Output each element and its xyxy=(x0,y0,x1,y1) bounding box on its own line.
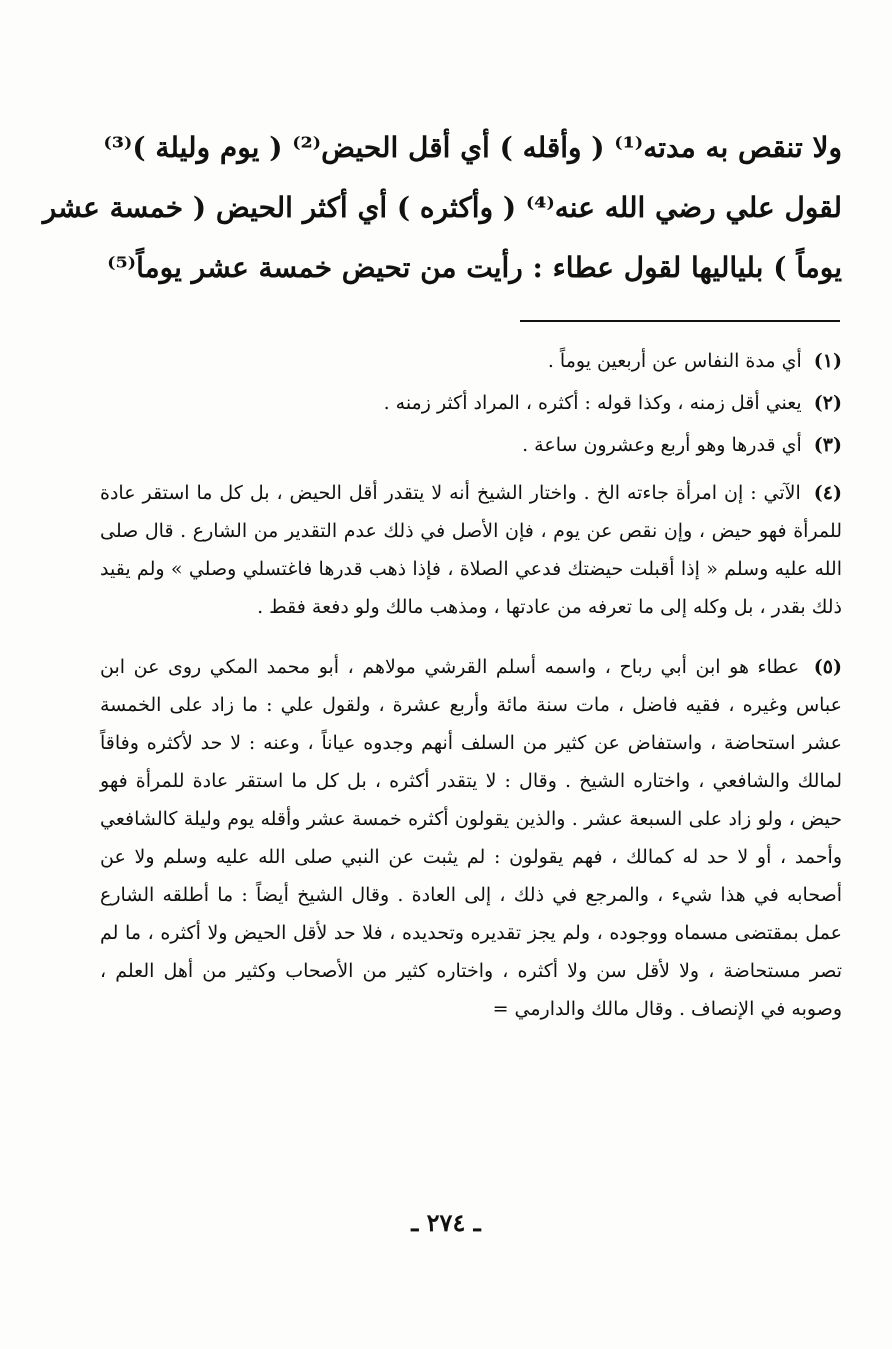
footnote-number: (١) xyxy=(813,350,842,372)
page-number: ـ ٢٧٤ ـ xyxy=(411,1208,481,1237)
main-text-block xyxy=(42,118,842,298)
main-text-line-1: ولا تنقص به مدته⁽¹⁾ ( وأقله ) أي أقل الحيض⁽²⁾ ( يوم وليلة )⁽³⁾ xyxy=(103,131,842,164)
main-text-line-2: لقول علي رضي الله عنه⁽⁴⁾ ( وأكثره ) أي أكثر الحيض ( خمسة عشر xyxy=(42,191,842,224)
footnote-1 xyxy=(100,342,842,380)
footnote-4 xyxy=(100,474,842,626)
footnote-3 xyxy=(100,426,842,464)
footnote-text: أي قدرها وهو أربع وعشرون ساعة . xyxy=(522,434,802,456)
footnote-text: يعني أقل زمنه ، وكذا قوله : أكثره ، المراد أكثر زمنه . xyxy=(383,392,802,414)
footnote-number: (٢) xyxy=(813,392,842,414)
main-text-line-3: يوماً ) بلياليها لقول عطاء : رأيت من تحيض خمسة عشر يوماً⁽⁵⁾ xyxy=(107,251,842,284)
footnote-number: (٣) xyxy=(813,434,842,456)
footnote-5 xyxy=(100,648,842,1028)
footnote-text: أي مدة النفاس عن أربعين يوماً . xyxy=(547,350,802,372)
footnotes-block xyxy=(100,342,842,1028)
footnote-2 xyxy=(100,384,842,422)
footnote-text: الآتي : إن امرأة جاءته الخ . واختار الشيخ أنه لا يتقدر أقل الحيض ، بل كل ما استقر عادة للمرأة فهو حيض ، وإن نقص عن يوم ، فإن الأصل في ذلك عدم التقدير من الشارع . قال صلى الله عليه وسلم « إذا أقبلت حيضتك فدعي الصلاة ، فإذا ذهب قدرها فاغتسلي وصلي » ولم يقيد ذلك بقدر ، بل وكله إلى ما تعرفه من عادتها ، ومذهب مالك ولو دفعة فقط . xyxy=(100,482,842,618)
footnote-text: عطاء هو ابن أبي رباح ، واسمه أسلم القرشي مولاهم ، أبو محمد المكي روى عن ابن عباس وغيره ، فقيه فاضل ، مات سنة مائة وأربع عشرة ، ولقول علي : ما زاد على الخمسة عشر استحاضة ، واستفاض عن كثير من السلف أنهم وجدوه عياناً ، وعنه : لا حد لأكثره وفاقاً لمالك والشافعي ، واختاره الشيخ . وقال : لا يتقدر أكثره ، بل كل ما استقر عادة للمرأة فهو حيض ، ولو زاد على السبعة عشر . والذين يقولون أكثره خمسة عشر وأقله يوم وليلة كالشافعي وأحمد ، أو لا حد له كمالك ، فهم يقولون : لم يثبت عن النبي صلى الله عليه وسلم ولا عن أصحابه في هذا شيء ، والمرجع في ذلك ، إلى العادة . وقال الشيخ أيضاً : ما أطلقه الشارع عمل بمقتضى مسماه ووجوده ، ولم يجز تقديره وتحديده ، فلا حد لأقل الحيض ولا أكثره ، ما لم تصر مستحاضة ، ولا لأقل سن ولا أكثره ، واختاره كثير من الأصحاب وكثير من أهل العلم ، وصوبه في الإنصاف . وقال مالك والدارمي = xyxy=(100,656,842,1020)
footnote-number: (٤) xyxy=(813,482,842,504)
footnote-number: (٥) xyxy=(813,656,842,678)
footnote-divider xyxy=(520,320,840,322)
